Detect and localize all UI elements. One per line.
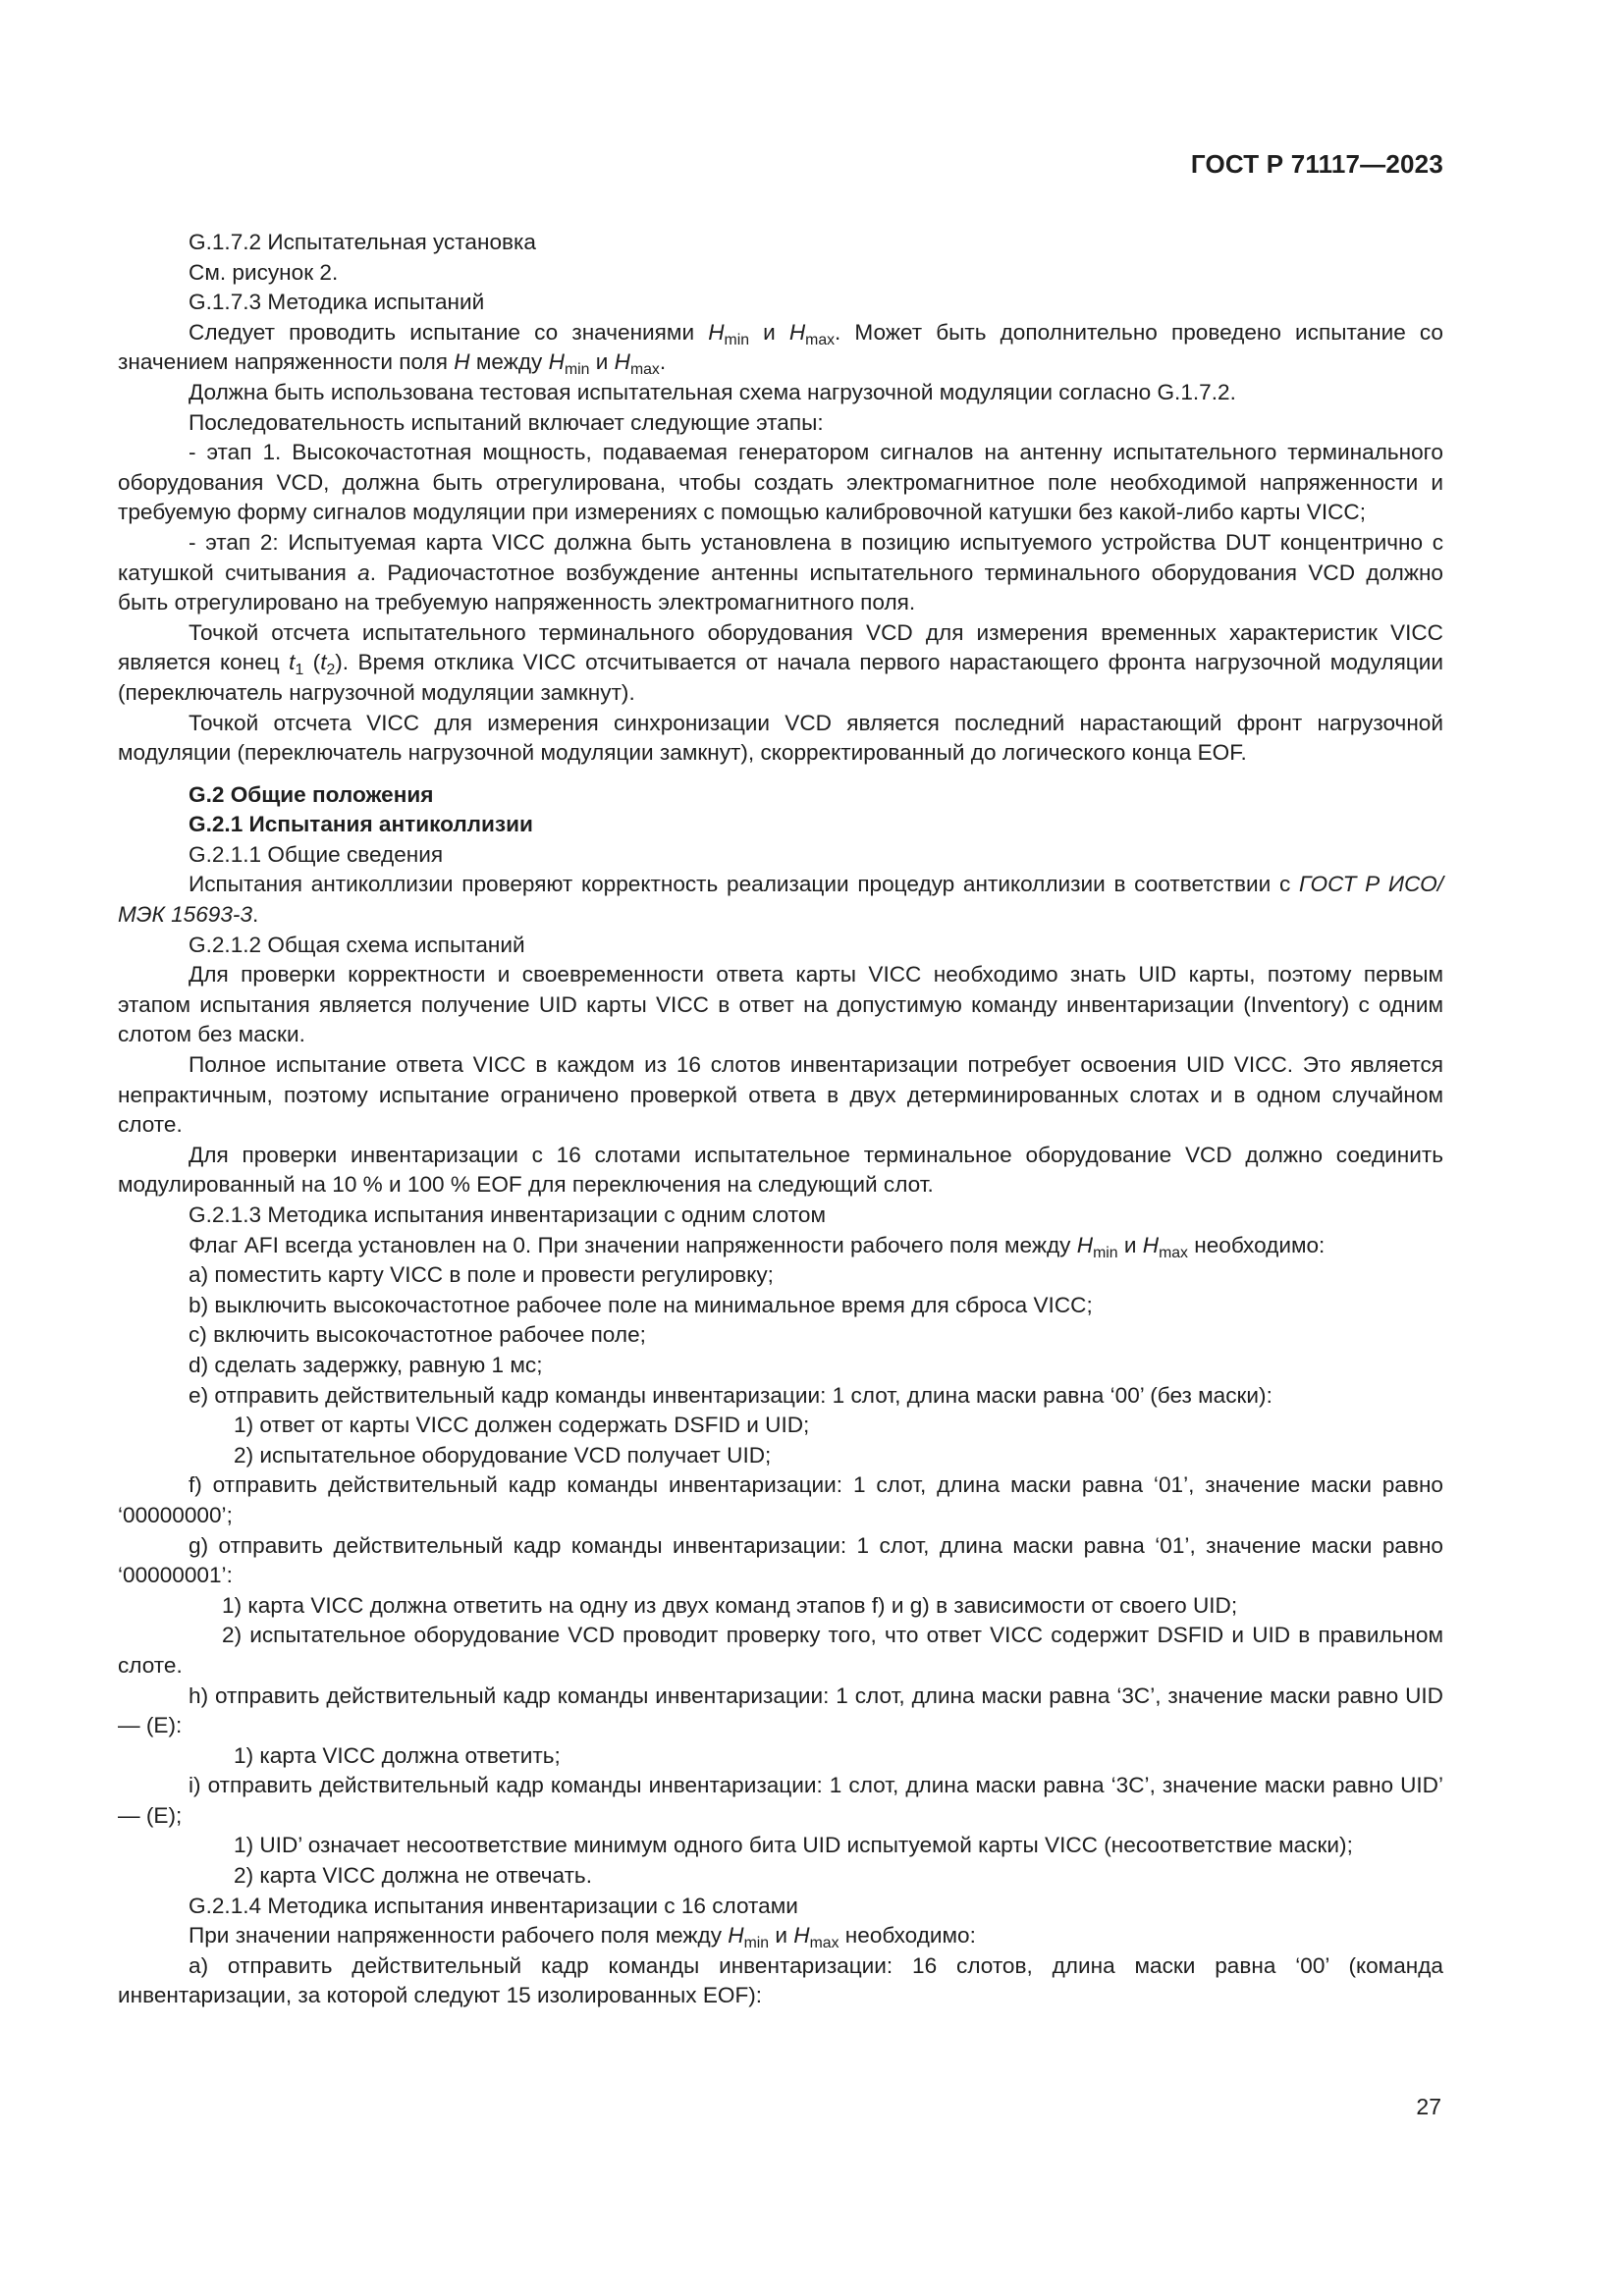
paragraph: Точкой отсчета испытательного терминального оборудования VCD для измерения временных характеристик VICC является конец $t_1$ $(t_2)$. Время отклика VICC отсчитывается от начала первого нарастающего фронта нагрузочной модуляции (переключатель нагрузочной модуляции замкнут). [118, 619, 1443, 705]
sub-list-item: 1) карта VICC должна ответить; [234, 1742, 561, 1768]
sub-list-item: 1) карта VICC должна ответить на одну из двух команд этапов f) и g) в зависимости от своего UID; [222, 1592, 1238, 1618]
sub-list-item: 2) испытательное оборудование VCD проводит проверку того, что ответ VICC содержит DSFID и UID в правильном слоте. [118, 1623, 1443, 1678]
paragraph: См. рисунок 2. [189, 259, 339, 285]
paragraph: G.2.1.1 Общие сведения [189, 841, 444, 867]
list-item: h) отправить действительный кадр команды инвентаризации: 1 слот, длина маски равна ‘3С’, значение маски равно UID — (E): [118, 1682, 1443, 1738]
list-item: i) отправить действительный кадр команды инвентаризации: 1 слот, длина маски равна ‘3С’, значение маски равно UID’ — (E); [118, 1773, 1443, 1828]
paragraph: Полное испытание ответа VICC в каждом из 16 слотов инвентаризации потребует освоения UID VICC. Это является непрактичным, поэтому испытание ограничено проверкой ответа в двух детерминированных слотах и в одном случайном слоте. [118, 1052, 1443, 1138]
list-item: b) выключить высокочастотное рабочее поле на минимальное время для сброса VICC; [189, 1292, 1093, 1317]
paragraph: Следует проводить испытание со значениями $H_{min}$ и $H_{max}$. Может быть дополнительно проведено испытание со значением напряженности поля H между $H_{min}$ и $H_{max}$. [118, 319, 1443, 379]
list-item: g) отправить действительный кадр команды инвентаризации: 1 слот, длина маски равна ‘01’, значение маски равно ‘00000001’: [118, 1532, 1443, 1588]
page-number: 27 [1416, 2094, 1441, 2119]
paragraph: Испытания антиколлизии проверяют корректность реализации процедур антиколлизии в соответствии с ГОСТ Р ИСО/МЭК 15693-3. [118, 872, 1443, 928]
sub-list-item: 2) испытательное оборудование VCD получает UID; [234, 1442, 772, 1468]
document-body [118, 228, 1443, 2011]
paragraph: Флаг AFI всегда установлен на 0. При значении напряженности рабочего поля между $H_{min}$ и $H_{max}$ необходимо: [189, 1232, 1326, 1261]
paragraph: Для проверки инвентаризации с 16 слотами испытательное терминальное оборудование VCD должно соединить модулированный на 10 % и 100 % EOF для переключения на следующий слот. [118, 1142, 1443, 1198]
list-item: d) сделать задержку, равную 1 мс; [189, 1352, 543, 1377]
sub-list-item: 2) карта VICC должна не отвечать. [234, 1863, 592, 1889]
paragraph: Последовательность испытаний включает следующие этапы: [189, 409, 824, 435]
sub-list-item: 1) ответ от карты VICC должен содержать DSFID и UID; [234, 1413, 810, 1438]
paragraph: Должна быть использована тестовая испытательная схема нагрузочной модуляции согласно G.1.7.2. [189, 379, 1236, 404]
paragraph: G.1.7.3 Методика испытаний [189, 290, 485, 315]
sub-list-item: 1) UID’ означает несоответствие минимум одного бита UID испытуемой карты VICC (несоответствие маски); [234, 1833, 1353, 1858]
paragraph: - этап 1. Высокочастотная мощность, подаваемая генератором сигналов на антенну испытательного терминального оборудования VCD, должна быть отрегулирована, чтобы создать электромагнитное поле необходимой напряженности и требуемую форму сигналов модуляции при измерениях с помощью калибровочной катушки без какой-либо карты VICC; [118, 440, 1443, 525]
paragraph: G.2.1.3 Методика испытания инвентаризации с одним слотом [189, 1202, 826, 1227]
document-header: ГОСТ Р 71117—2023 [1190, 149, 1443, 179]
section-heading: G.2 Общие положения [189, 781, 434, 807]
list-item: e) отправить действительный кадр команды инвентаризации: 1 слот, длина маски равна ‘00’ (без маски): [189, 1382, 1272, 1408]
paragraph: Точкой отсчета VICC для измерения синхронизации VCD является последний нарастающий фронт нагрузочной модуляции (переключатель нагрузочной модуляции замкнут), скорректированный до логического конца EOF. [118, 710, 1443, 766]
list-item: f) отправить действительный кадр команды инвентаризации: 1 слот, длина маски равна ‘01’, значение маски равно ‘00000000’; [118, 1472, 1443, 1527]
paragraph: - этап 2: Испытуемая карта VICC должна быть установлена в позицию испытуемого устройства DUT концентрично с катушкой считывания a. Радиочастотное возбуждение антенны испытательного терминального оборудования VCD должно быть отрегулировано на требуемую напряженность электромагнитного поля. [118, 529, 1444, 615]
paragraph: При значении напряженности рабочего поля между $H_{min}$ и $H_{max}$ необходимо: [189, 1923, 976, 1952]
paragraph: G.2.1.2 Общая схема испытаний [189, 932, 525, 957]
subsection-heading: G.2.1 Испытания антиколлизии [189, 812, 533, 837]
list-item: a) поместить карту VICC в поле и провести регулировку; [189, 1262, 774, 1288]
paragraph: G.2.1.4 Методика испытания инвентаризации с 16 слотами [189, 1893, 798, 1918]
list-item: c) включить высокочастотное рабочее поле; [189, 1322, 646, 1348]
paragraph: G.1.7.2 Испытательная установка [189, 230, 536, 254]
paragraph: Для проверки корректности и своевременности ответа карты VICC необходимо знать UID карты, поэтому первым этапом испытания является получение UID карты VICC в ответ на допустимую команду инвентаризации (Inventory) с одним слотом без маски. [118, 962, 1443, 1047]
list-item: a) отправить действительный кадр команды инвентаризации: 16 слотов, длина маски равна ‘00’ (команда инвентаризации, за которой следуют 15 изолированных EOF): [118, 1952, 1443, 2008]
